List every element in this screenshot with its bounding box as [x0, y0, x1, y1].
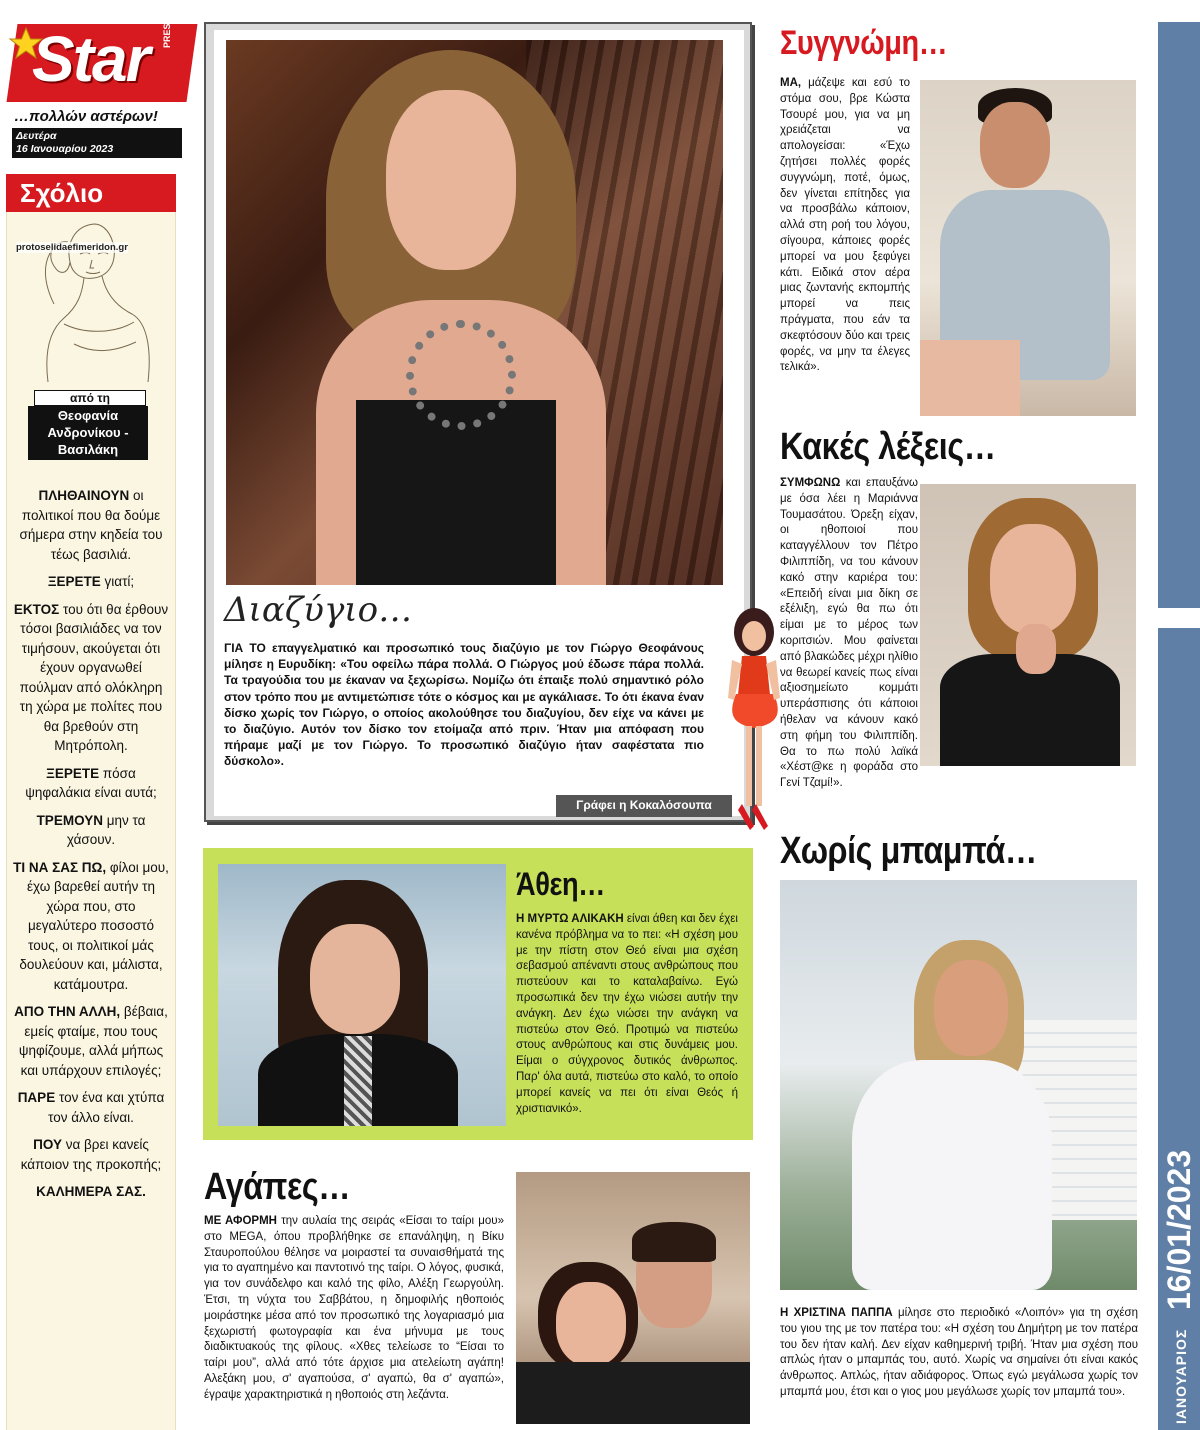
- author-name-2: Ανδρονίκου -: [47, 425, 129, 440]
- vertical-date: 16/01/2023: [1161, 1149, 1197, 1310]
- sidebar-paragraph-text: να βρει κανείς κάποιον της προκοπής;: [20, 1137, 162, 1172]
- sidebar-paragraph-text: του ότι θα έρθουν τόσοι βασιλιάδες να τον τιμήσουν, ακούγεται ότι έχουν οργανωθεί πούλμαν από ολόκληρη τη χώρα με πολίτες που θα βρεθούν στη Μητρόπολη.: [19, 601, 169, 753]
- logo-press: PRESS: [162, 17, 172, 48]
- sidebar-paragraph-text: μην τα χάσουν.: [66, 812, 146, 847]
- sidebar-title: Σχόλιο: [20, 178, 104, 208]
- atheist-lead: Η ΜΥΡΤΩ ΑΛΙΚΑΚΗ: [516, 913, 624, 925]
- atheist-title: Άθεη…: [516, 866, 605, 902]
- author-name-1: Θεοφανία: [57, 408, 119, 423]
- vicky-alexis-photo: [516, 1172, 750, 1424]
- eurydice-photo: [226, 40, 723, 585]
- sidebar-paragraph-text: βέβαια, εμείς φταίμε, που τους ψηφίζουμε, αλλά μήπως και υπάρχουν επιλογές;: [18, 1004, 168, 1078]
- photo-face: [386, 90, 516, 270]
- sidebar-paragraph-text: γιατί;: [100, 574, 135, 589]
- photo-chair: [920, 340, 1020, 416]
- sidebar-paragraph-lead: ΞΕΡΕΤΕ: [47, 574, 101, 589]
- divorce-credit: Γράφει η Κοκαλόσουπα: [576, 798, 712, 812]
- sidebar-paragraph-lead: ΠΛΗΘΑΙΝΟΥΝ: [38, 488, 130, 503]
- marianna-photo: [920, 484, 1136, 766]
- nodad-text: μίλησε στο περιοδικό «Λοιπόν» για τη σχέση του γιου της με τον πατέρα του: «Η σχέση του Δημήτρη με τον πατέρα του δεν ήταν καλή. Δεν είχαν καθημερινή τριβή. Ήταν μια σχέση που απλώς ήταν ο μπαμπάς του, αυτό. Χωρίς να σημαίνει ότι είναι κακός άνθρωπος. Απλώς, ήταν αδιάφορος. Όπως εγώ μεγάλωσα χωρίς τον μπαμπά μου, έτσι και ο γιος μου μεγάλωσε χωρίς τον μπαμπά του».: [780, 1307, 1138, 1398]
- badwords-lead: ΣΥΜΦΩΝΩ: [780, 477, 841, 489]
- sidebar-paragraph: [12, 1182, 170, 1202]
- sidebar-paragraph-lead: ΞΕΡΕΤΕ: [46, 765, 100, 781]
- sidebar-paragraph-lead: ΑΠΟ ΤΗΝ ΑΛΛΗ,: [14, 1004, 121, 1019]
- nodad-body: [780, 1306, 1138, 1401]
- sidebar-paragraph-lead: ΠΑΡΕ: [17, 1090, 56, 1105]
- sidebar-paragraph-text: φίλοι μου, έχω βαρεθεί αυτήν τη χώρα που, στο μεγαλύτερο ποσοστό τους, οι πολιτικοί μάς δουλεύουν και, μάλιστα, κατάμουτρα.: [19, 859, 169, 992]
- badwords-title: Κακές λέξεις…: [780, 426, 996, 468]
- atheist-text: είναι άθεη και δεν έχει κανένα πρόβλημα να το πει: «Η σχέση μου με την πίστη στον Θεό είναι μια σχέση σεβασμού απέναντι στους ανθρώπους που πιστεύουν και το καταλαβαίνω. Εγώ προσωπικά δεν την έχω νιώσει αυτήν την ανάγκη. Δεν έχω νιώσει την ανάγκη να πιστεύω στον Θεό. Προτιμώ να πιστεύω στους ανθρώπους και στις δυνάμεις μου. Είμαι ο σύγχρονος δυτικός άνθρωπος. Παρ' όλα αυτά, πιστεύω στο καλό, το οποίο μπορεί κανείς να πει ότι είναι Θεός ή χριστιανικό».: [516, 913, 738, 1115]
- sidebar-paragraph-text: οι πολιτικοί που θα δούμε σήμερα στην κηδεία του τέως βασιλιά.: [19, 488, 163, 562]
- photo-face: [310, 924, 400, 1034]
- sidebar-paragraph: [12, 858, 170, 995]
- photo-dress: [852, 1060, 1052, 1290]
- sorry-body: [780, 76, 910, 376]
- sidebar-paragraph: [12, 600, 170, 756]
- loves-title: Αγάπες…: [204, 1166, 351, 1208]
- kostas-photo: [920, 80, 1136, 416]
- photo-necklace: [406, 320, 516, 430]
- nodad-title: Χωρίς μπαμπά…: [780, 830, 1037, 872]
- sidebar-paragraph-lead: ΕΚΤΟΣ: [13, 601, 60, 617]
- sidebar-article: [12, 486, 170, 1210]
- sidebar-paragraph: [12, 811, 170, 850]
- sidebar-paragraph: [12, 1002, 170, 1080]
- photo-clothes: [516, 1362, 750, 1424]
- vertical-month: ΙΑΝΟΥΑΡΙΟΣ: [1173, 1328, 1189, 1424]
- christina-photo: [780, 880, 1137, 1290]
- loves-body: [204, 1214, 504, 1404]
- sorry-title: Συγγνώμη…: [780, 24, 948, 62]
- atheist-body: [516, 912, 738, 1117]
- author-name-3: Βασιλάκη: [57, 442, 119, 457]
- right-tab-top: [1158, 22, 1200, 608]
- sidebar-paragraph: [12, 1088, 170, 1127]
- divorce-body: ΓΙΑ ΤΟ επαγγελματικό και προσωπικό τους διαζύγιο με τον Γιώργο Θεοφάνους μίλησε η Ευρυδίκη: «Του οφείλω πάρα πολλά. Ο Γιώργος μού έδωσε πάρα πολλά. Τα τραγούδια του με έκαναν να ξεχωρίσω. Νομίζω ότι έπαιξε πολύ σημαντικό ρόλο στον τρόπο που με αντιμετώπισε τότε ο κόσμος και με αγκάλιασε. Το ότι έκανα έναν δίσκο χωρίς τον Γιώργο, ο οποίος ακολούθησε του διαζυγίου, δεν είχε να κάνει με το διαζύγιο. Αυτόν τον δίσκο τον ετοίμαζα από πριν. Ήταν μια απόφαση που πήραμε μαζί με τον Γιώργο. Το προσωπικό διαζύγιο ήταν σαφέστατα πιο δύσκολο».: [224, 641, 704, 769]
- sidebar-paragraph-lead: ΚΑΛΗΜΕΡΑ ΣΑΣ.: [36, 1184, 146, 1199]
- sidebar-paragraph: [12, 764, 170, 803]
- sidebar-paragraph-text: πόσα ψηφαλάκια είναι αυτά;: [25, 765, 157, 800]
- photo-face: [980, 102, 1050, 188]
- photo-woman-face: [556, 1282, 626, 1366]
- photo-hand: [1016, 624, 1056, 674]
- masthead: [6, 18, 196, 168]
- divorce-title: Διαζύγιο…: [224, 590, 413, 630]
- sidebar-paragraph-lead: ΤΙ ΝΑ ΣΑΣ ΠΩ,: [13, 859, 107, 875]
- badwords-text: και επαυξάνω με όσα λέει η Μαριάννα Τουμασάτου. Όρεξη είχαν, οι ηθοποιοί που καταγγέλλουν τον Πέτρο Φιλιππίδη, να του κάνουν κακό στην καριέρα του: «Επειδή είναι μια δίκη σε εξέλιξη, εγώ θα πω ότι είμαι με το μέρος των κοριτσιών. Μου φαίνεται από βλακώδες μέχρι ηλίθιο να θεωρεί κανείς πως είναι αξιοσημείωτο κομμάτι υπεράσπισης ότι κάποιοι ήθελαν να κάνουν κακό στη φήμη του Φιλιππίδη. Θα το πω πολύ λαϊκά «Χέστ@κε η φοράδα στο Γενί Τζαμί!».: [780, 477, 918, 790]
- photo-face: [990, 524, 1076, 634]
- tagline: …πολλών αστέρων!: [14, 108, 158, 125]
- sorry-lead: ΜΑ,: [780, 77, 802, 89]
- byline-from: από τη: [34, 390, 146, 406]
- author-sketch: [24, 214, 164, 392]
- myrto-photo: [218, 864, 506, 1126]
- cartoon-figure: [724, 604, 786, 834]
- watermark: protoselidaefimeridon.gr: [16, 242, 128, 253]
- issue-day: Δευτέρα: [16, 130, 57, 142]
- photo-scarf: [344, 1036, 372, 1126]
- nodad-lead: Η ΧΡΙΣΤΙΝΑ ΠΑΠΠΑ: [780, 1307, 893, 1319]
- issue-date: 16 Ιανουαρίου 2023: [16, 143, 114, 155]
- sidebar-paragraph-text: τον ένα και χτύπα τον άλλο είναι.: [48, 1090, 165, 1125]
- photo-man-hair: [632, 1222, 716, 1262]
- sidebar-paragraph: [12, 486, 170, 564]
- logo-text: Star: [32, 23, 149, 95]
- loves-lead: ΜΕ ΑΦΟΡΜΗ: [204, 1215, 277, 1227]
- sorry-text: μάζεψε και εσύ το στόμα σου, βρε Κώστα Τσουρέ μου, για να μη χρειάζεται να απολογείσαι: «Έχω ζητήσει πολλές φορές συγγνώμη, ποτέ, όμως, δεν γίνεται επίτηδες για να προσβάλω κάποιον, αλλά στη ροή του λόγου, σίγουρα, κάποιες φορές μπορεί να μου ξεφύγει κάτι. Ειδικά στον αέρα μιας ζωντανής εκπομπής μπορεί να πεις πράγματα, που εάν τα σκεφτόσουν δύο και τρεις φορές, να μην τα έλεγες τελικά».: [780, 77, 910, 374]
- sidebar-paragraph: [12, 572, 170, 592]
- sidebar-paragraph: [12, 1135, 170, 1174]
- sidebar-paragraph-lead: ΠΟΥ: [33, 1137, 62, 1152]
- sidebar-paragraph-lead: ΤΡΕΜΟΥΝ: [36, 812, 103, 828]
- photo-face: [934, 960, 1008, 1056]
- loves-text: την αυλαία της σειράς «Είσαι το ταίρι μου» στο MEGA, όπου προβλήθηκε σε επανάληψη, η Βίκυ Σταυροπούλου θέλησε να μοιραστεί τα συναισθήματά της για το αγαπημένο και παντοτινό της ταίρι. Ο λόγος, φυσικά, για τον συνάδελφο και καλό της φίλο, Αλέξη Γεωργούλη. Έτσι, τη νύχτα του Σαββάτου, η δημοφιλής ηθοποιός μοιράστηκε μέσα από τον προσωπικό της λογαριασμό μια ξεχωριστή φωτογραφία και ένα μήνυμα με τους διαδικτυακούς της φίλους. «Χθες τελείωσε το “Είσαι το ταίρι μου”, αλλά από τότε άρχισε μια ατελείωτη αγάπη! Αλεξάκη μου, σ' αγαπούσα, σ' αγαπώ, θα σ' αγαπώ», έγραψε χαρακτηριστικά η ηθοποιός στη λεζάντα.: [204, 1215, 504, 1401]
